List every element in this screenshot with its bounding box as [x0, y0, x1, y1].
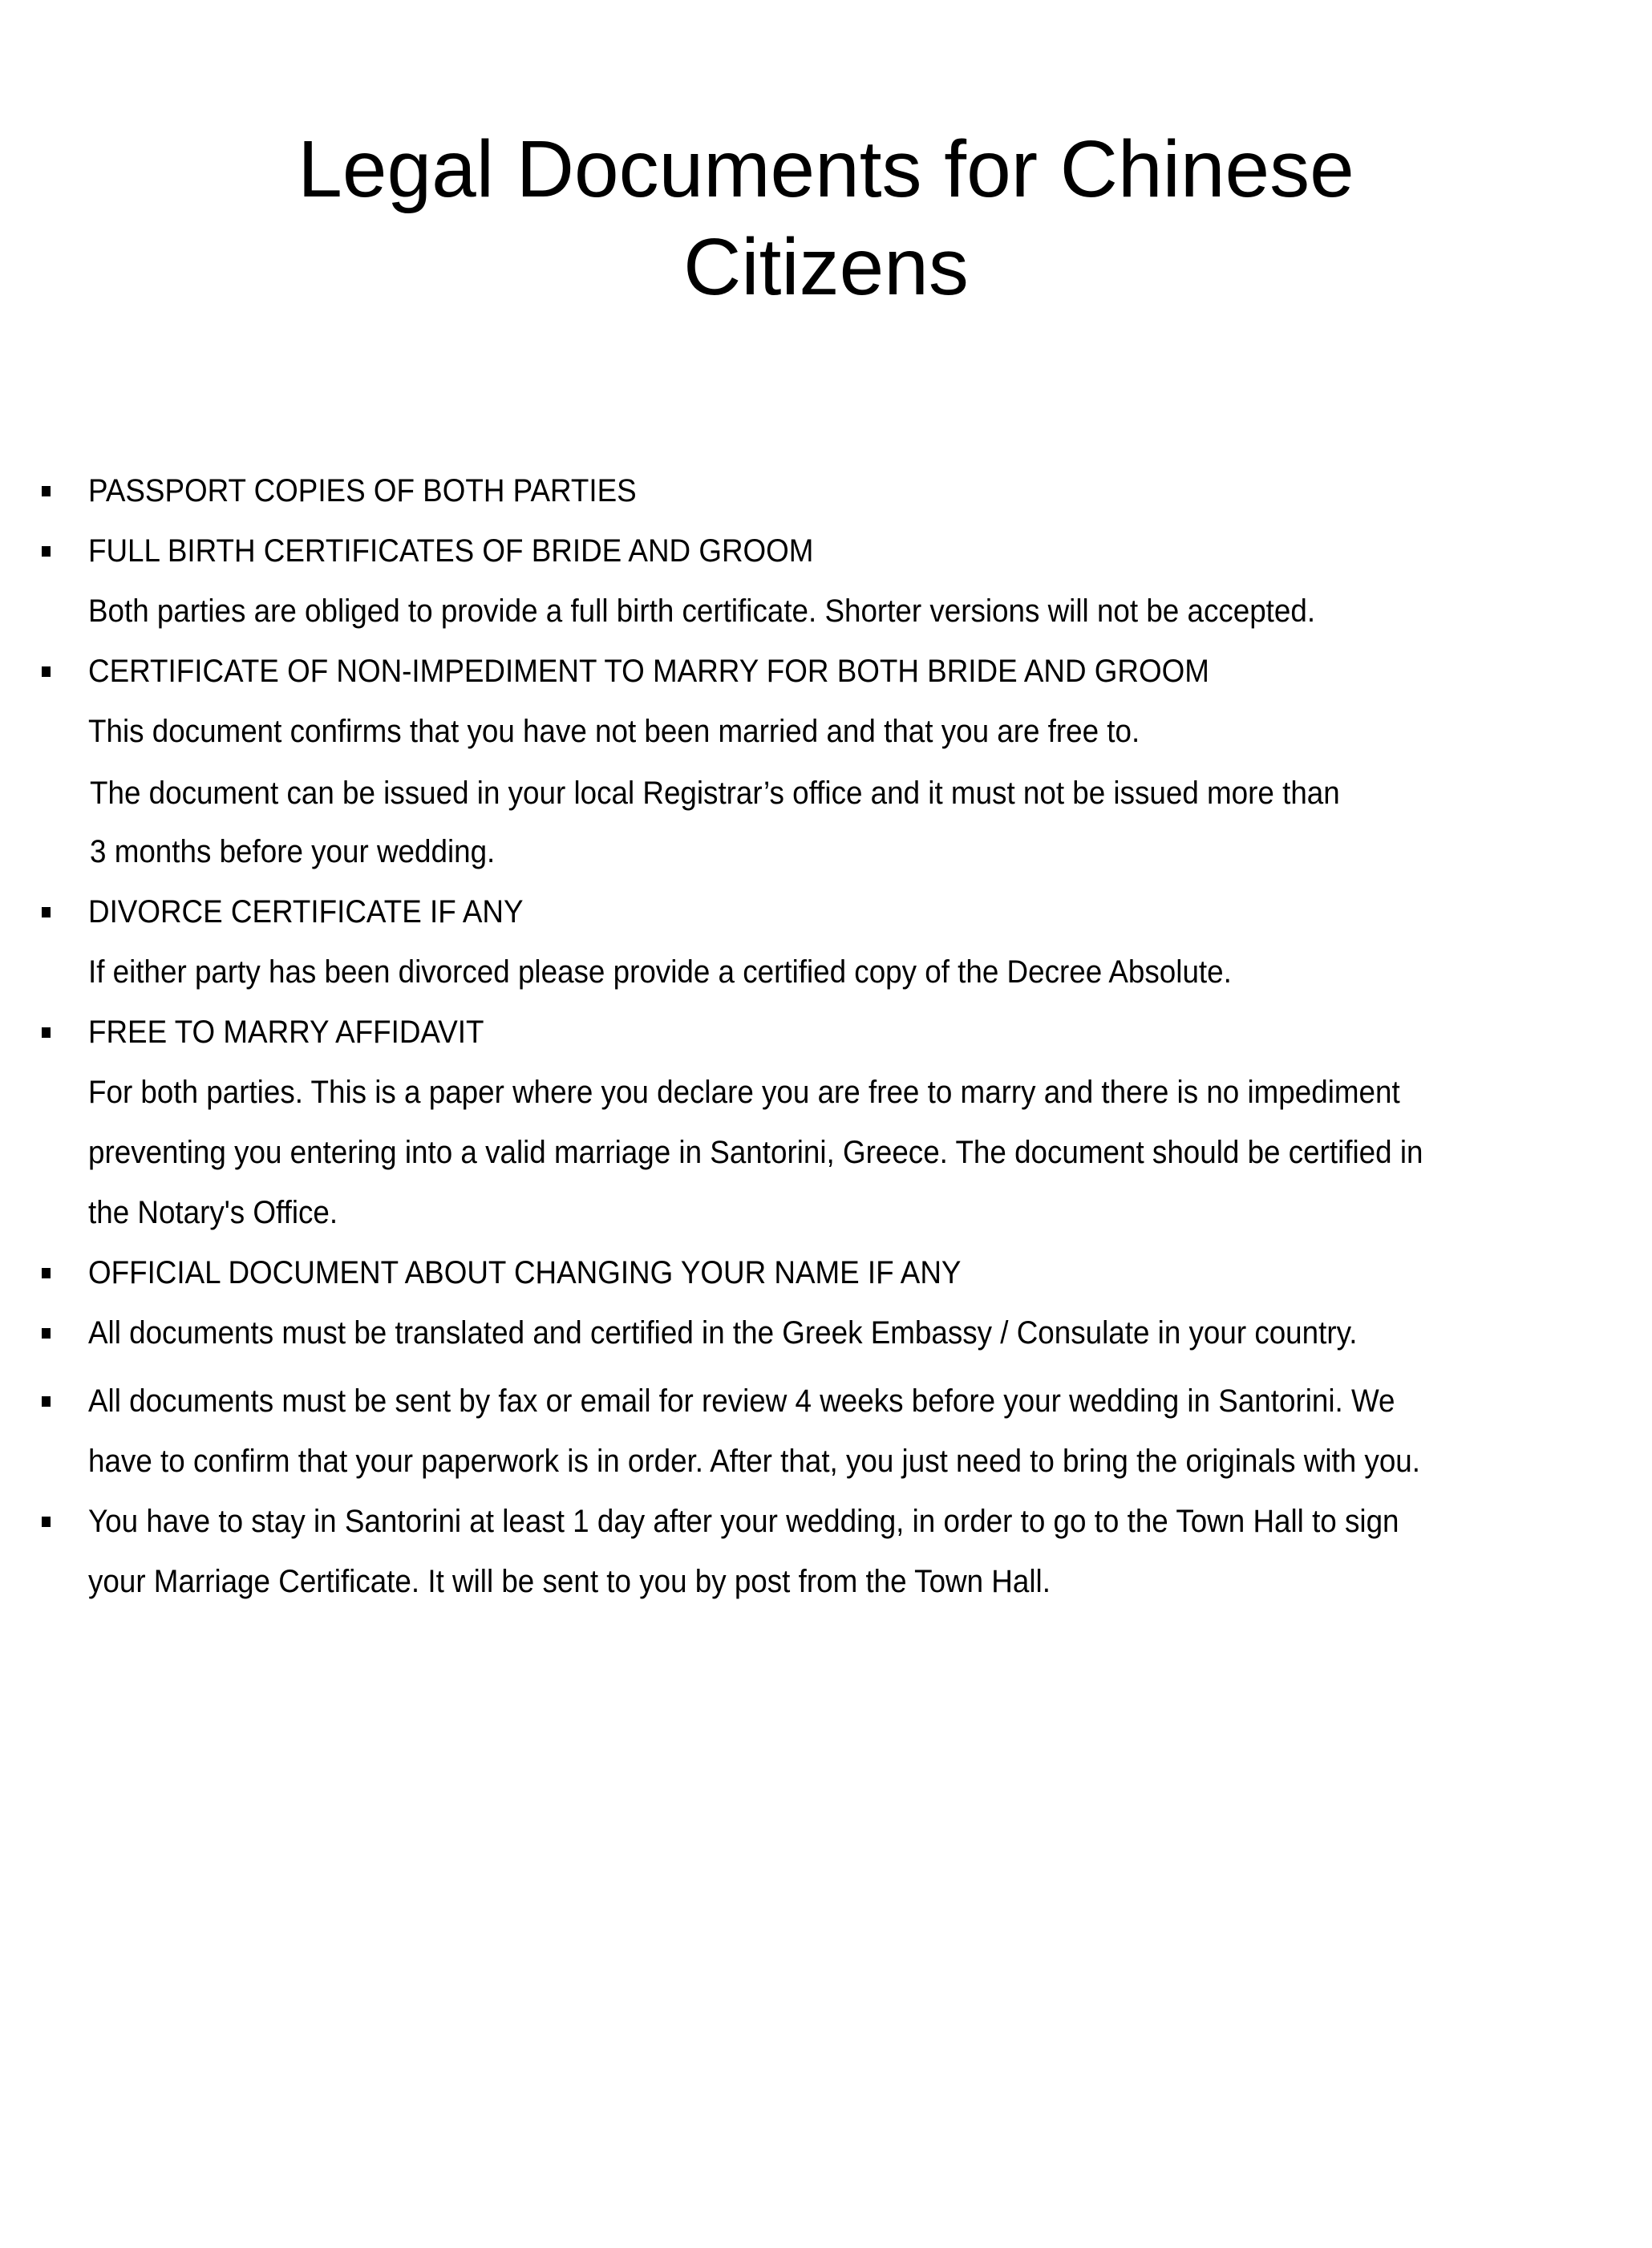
square-bullet-icon: [42, 546, 51, 557]
item-detail-text: the Notary's Office.: [88, 1195, 338, 1230]
item-text: FULL BIRTH CERTIFICATES OF BRIDE AND GROOM: [88, 533, 814, 569]
item-text: You have to stay in Santorini at least 1 day after your wedding, in order to go to the Town Hall to sign: [88, 1504, 1399, 1539]
title-line-2: Citizens: [683, 222, 969, 312]
item-detail-text: If either party has been divorced please provide a certified copy of the Decree Absolute.: [88, 954, 1232, 990]
item-detail-text: This document confirms that you have not been married and that you are free to.: [88, 714, 1140, 749]
square-bullet-icon: [42, 1027, 51, 1038]
item-text: PASSPORT COPIES OF BOTH PARTIES: [88, 473, 637, 508]
item-text: FREE TO MARRY AFFIDAVIT: [88, 1015, 484, 1050]
square-bullet-icon: [42, 1268, 51, 1278]
title-line-1: Legal Documents for Chinese: [298, 124, 1354, 214]
item-text: CERTIFICATE OF NON-IMPEDIMENT TO MARRY FOR BOTH BRIDE AND GROOM: [88, 654, 1209, 689]
item-detail-text: Both parties are obliged to provide a full birth certificate. Shorter versions will not be accepted.: [88, 593, 1316, 629]
square-bullet-icon: [42, 666, 51, 677]
item-detail-text: For both parties. This is a paper where you declare you are free to marry and there is no impediment: [88, 1075, 1400, 1110]
square-bullet-icon: [42, 486, 51, 496]
item-text: OFFICIAL DOCUMENT ABOUT CHANGING YOUR NAME IF ANY: [88, 1255, 962, 1290]
item-detail-text: preventing you entering into a valid marriage in Santorini, Greece. The document should be certified in: [88, 1135, 1423, 1170]
square-bullet-icon: [42, 907, 51, 917]
item-text: All documents must be sent by fax or email for review 4 weeks before your wedding in Santorini. We: [88, 1383, 1395, 1419]
document-title: [0, 120, 1652, 316]
item-detail-text: have to confirm that your paperwork is in order. After that, you just need to bring the originals with you.: [88, 1444, 1420, 1479]
square-bullet-icon: [42, 1328, 51, 1339]
item-detail-text: 3 months before your wedding.: [90, 834, 496, 869]
item-text: DIVORCE CERTIFICATE IF ANY: [88, 894, 524, 930]
item-detail-text: your Marriage Certificate. It will be sent to you by post from the Town Hall.: [88, 1564, 1051, 1599]
item-detail-text: The document can be issued in your local Registrar’s office and it must not be issued more than: [90, 776, 1340, 811]
square-bullet-icon: [42, 1517, 51, 1527]
item-text: All documents must be translated and certified in the Greek Embassy / Consulate in your country.: [88, 1315, 1358, 1351]
square-bullet-icon: [42, 1396, 51, 1407]
